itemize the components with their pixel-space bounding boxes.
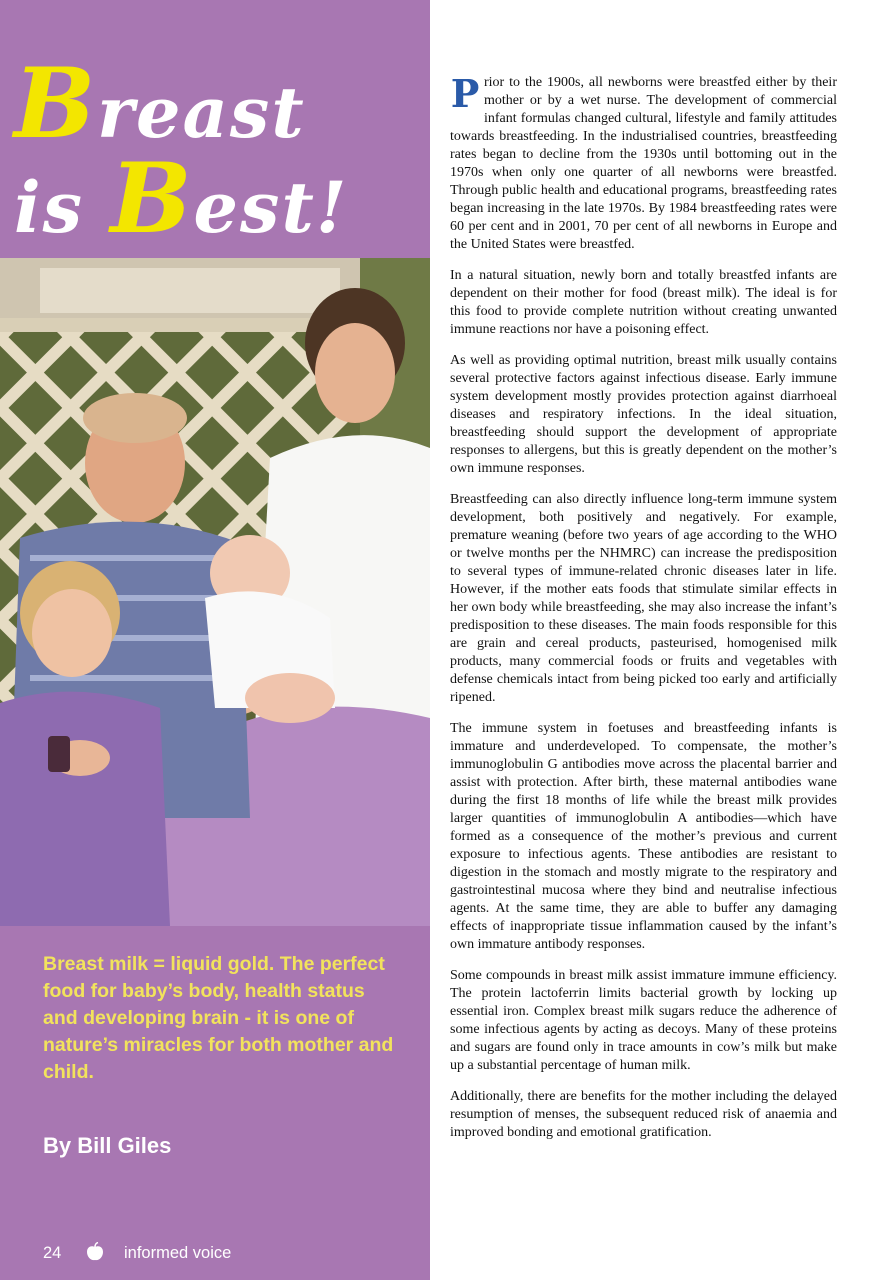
drop-cap xyxy=(450,76,480,112)
page-number: 24 xyxy=(43,1244,62,1262)
paragraph-7: Additionally, there are benefits for the mother including the delayed resumption of menses, the subsequent reduced risk of anaemia and improved bonding and emotional gratification. xyxy=(450,1089,837,1140)
paragraph-5: The immune system in foetuses and breastfeeding infants is immature and underdeveloped. To compensate, the mother’s immunoglobulin G antibodies move across the placental barrier and assist with protection. After birth, these maternal antibodies wane during the first 18 months of life while the breast milk provides larger quantities of immunoglobulin A antibodies—which have formed as a consequence of the mother’s previous and current exposure to infectious agents. These antibodies are resistant to digestion in the stomach and mostly migrate to the respiratory and gastrointestinal mucosa where they bind and neutralise infectious agents. At the same time, they are able to buffer any damaging effects of inappropriate tissue inflammation caused by the infant’s own immature antibody responses. xyxy=(450,721,837,952)
paragraph-1 xyxy=(450,74,837,254)
svg-text:P: P xyxy=(450,76,480,112)
paragraph-2: In a natural situation, newly born and totally breastfed infants are dependent on their mother for food (breast milk). The ideal is for this food to provide complete nutrition without creating unwanted immune reactions nor have a poisoning effect. xyxy=(450,268,837,337)
paragraph-3: As well as providing optimal nutrition, breast milk usually contains several protective factors against infectious disease. Early immune system development mostly provides protection against diarrhoeal diseases and respiratory infections. In the ideal situation, breastfeeding should support the development of appropriate responses to allergens, but this is greatly dependent on the mother’s own immune responses. xyxy=(450,353,837,476)
article-body xyxy=(450,74,837,1155)
title-cap-b1: B xyxy=(14,47,98,161)
title-line-2 xyxy=(14,142,424,256)
family-photo xyxy=(0,258,430,926)
apple-logo-icon xyxy=(85,1242,105,1262)
byline: By Bill Giles xyxy=(43,1133,172,1158)
left-panel xyxy=(0,0,430,1280)
pull-quote: Breast milk = liquid gold. The perfect food for baby’s body, health status and developing brain - it is one of nature’s miracles for both mother and child. xyxy=(43,953,394,1083)
paragraph-1-text: rior to the 1900s, all newborns were breastfed either by their mother or by a wet nurse. The development of commercial infant formulas changed cultural, lifestyle and family attitudes towards breastfeeding. In the industrialised countries, breastfeeding rates began to decline from the 1930s until bottoming out in the 1970s when only one quarter of all newborns were breastfed. Through public health and educational programs, breastfeeding rates began increasing in the late 1970s. By 1984 breastfeeding rates were 60 per cent and in 2001, 70 per cent of all newborns in Europe and the United States were breastfed. xyxy=(450,75,837,252)
paragraph-6: Some compounds in breast milk assist immature immune efficiency. The protein lactoferrin limits bacterial growth by locking up essential iron. Complex breast milk sugars reduce the adherence of some infectious agents by acting as decoys. Many of these proteins and sugars are found only in trace amounts in cow’s milk but make up a substantial percentage of human milk. xyxy=(450,968,837,1073)
magazine-name: informed voice xyxy=(124,1244,232,1262)
title-line-1 xyxy=(14,47,424,161)
article-title xyxy=(14,47,424,256)
title-word-1: reast xyxy=(97,71,306,155)
title-cap-b2: B xyxy=(110,142,194,256)
title-word-3: est! xyxy=(193,166,349,250)
title-word-2: is xyxy=(14,166,111,250)
paragraph-4: Breastfeeding can also directly influence long-term immune system development, both positively and negatively. For example, premature weaning (before two years of age according to the WHO or twelve months per the NHMRC) can increase the predisposition to several types of immune-related chronic diseases later in life. However, if the mother eats foods that stimulate similar effects in her own body while breastfeeding, she may also increase the infant’s predisposition to these diseases. The main foods responsible for this are grain and cereal products, pasteurised, homogenised milk products, many commercial foods or fruits and vegetables with defense chemicals intact from being picked too early and artificially ripened. xyxy=(450,492,837,705)
